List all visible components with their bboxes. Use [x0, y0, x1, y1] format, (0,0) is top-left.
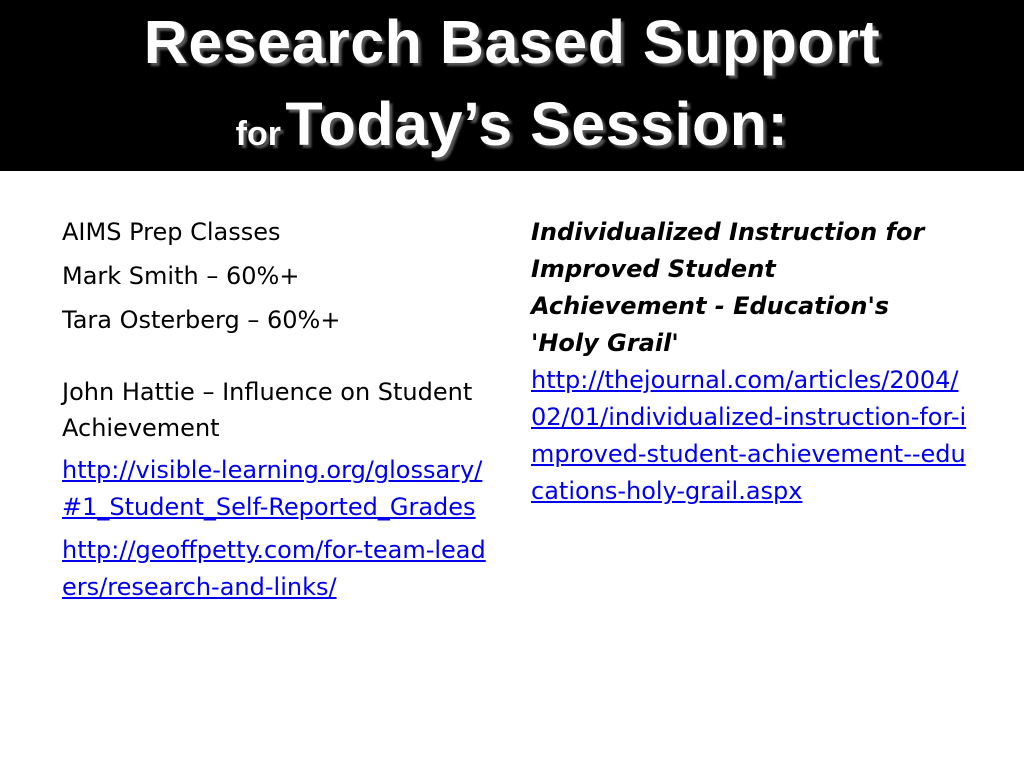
teacher-result-tara-osterberg: Tara Osterberg – 60%+: [62, 306, 341, 334]
visible-learning-link[interactable]: http://visible-learning.org/glossary/#1_Student_Self-Reported_Grades: [62, 456, 483, 521]
article-title: Individualized Instruction for Improved Student Achievement - Education's 'Holy Grail': [531, 218, 925, 357]
aims-prep-heading: AIMS Prep Classes: [62, 218, 281, 246]
title-session-phrase: Today’s Session:: [285, 90, 789, 158]
teacher-result-mark-smith: Mark Smith – 60%+: [62, 262, 300, 290]
spacer: [62, 338, 492, 374]
geoffpetty-link[interactable]: http://geoffpetty.com/for-team-leaders/research-and-links/: [62, 536, 486, 601]
title-for-word: for: [235, 115, 281, 153]
hattie-influence-text: John Hattie – Influence on Student Achievement: [62, 378, 473, 442]
slide-title-line-2: [0, 84, 1024, 181]
slide-title-line-1: Research Based Support: [143, 8, 881, 76]
thejournal-article-link[interactable]: http://thejournal.com/articles/2004/02/01/individualized-instruction-for-improved-student-achievement--educations-holy-grail.aspx: [531, 366, 967, 505]
left-column: [62, 214, 492, 612]
right-column: [531, 214, 971, 510]
title-banner: [0, 0, 1024, 171]
